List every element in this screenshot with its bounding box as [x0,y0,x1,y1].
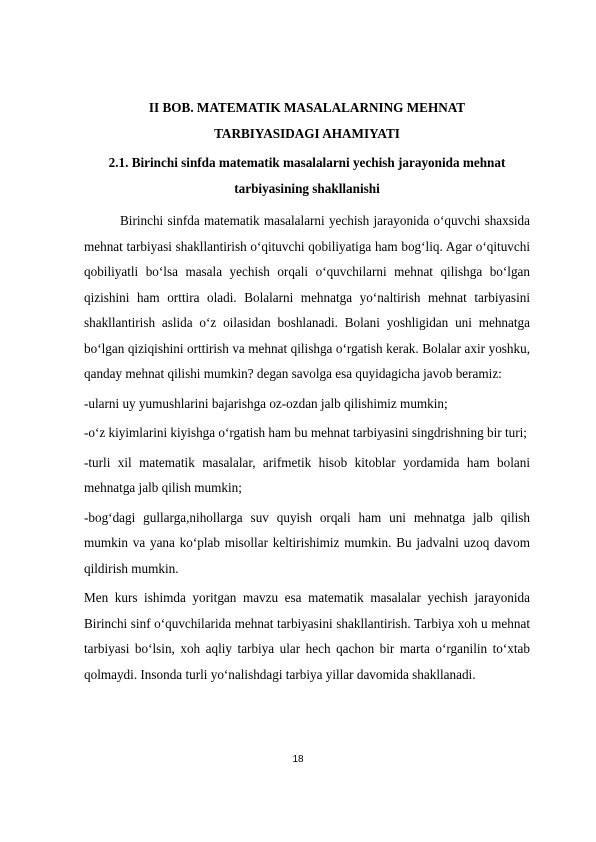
list-item-household-chores: -ularni uy yumushlarini bajarishga oz-ozdan jalb qilishimiz mumkin; [84,395,448,411]
paragraph-intro: Birinchi sinfda matematik masalalarni yechish jarayonida o‘quvchi shaxsida mehnat tarbiyasi shakllantirish o‘qituvchi qobiliyatiga ham bog‘liq. Agar o‘qituvchi qobiliyatli bo‘lsa masala yechish orqali o‘quvchilarni mehnat qilishga bo‘lgan qizishini ham orttira oladi. Bolalarni mehnatga yo‘naltirish mehnat tarbiyasini shakllantirish aslida o‘z oilasidan boshlanadi. Bolani yoshligidan uni mehnatga bo‘lgan qiziqishini orttirish va mehnat qilishga o‘rgatish kerak. Bolalar axir yoshku, qanday mehnat qilishi mumkin? degan savolga esa quyidagicha javob beramiz: [84,213,530,381]
paragraph-course-work: Men kurs ishimda yoritgan mavzu esa matematik masalalar yechish jarayonida Birinchi sinf o‘quvchilarida mehnat tarbiyasini shakllantirish. Tarbiya xoh u mehnat tarbiyasi bo‘lsin, xoh aqliy tarbiya ular hech qachon bir marta o‘rganilin to‘xtab qolmaydi. Insonda turli yo‘nalishdagi tarbiya yillar davomida shakllanadi. [84,590,530,682]
section-title [84,150,530,202]
section-title-line-1: 2.1. Birinchi sinfda matematik masalalarni yechish jarayonida mehnat [108,155,506,170]
chapter-title-line-1: II BOB. MATEMATIK MASALALARNING MEHNAT [148,100,466,115]
section-title-line-2: tarbiyasining shakllanishi [234,181,380,196]
chapter-title [84,95,530,147]
list-item-math-problems: -turli xil matematik masalalar, arifmetik hisob kitoblar yordamida ham bolani mehnatga jalb qilish mumkin; [84,454,530,495]
list-item-dressing: -o‘z kiyimlarini kiyishga o‘rgatish ham bu mehnat tarbiyasini singdrishning bir turi; [84,425,527,440]
list-item-watering-flowers: -bog‘dagi gullarga,nihollarga suv quyish orqali ham uni mehnatga jalb qilish mumkin va yana ko‘plab misollar keltirishimiz mumkin. Bu jadvalni uzoq davom qildirish mumkin. [84,509,530,576]
chapter-title-line-2: TARBIYASIDAGI AHAMIYATI [214,126,400,141]
body-text [84,208,530,691]
page-number: 18 [292,754,304,765]
